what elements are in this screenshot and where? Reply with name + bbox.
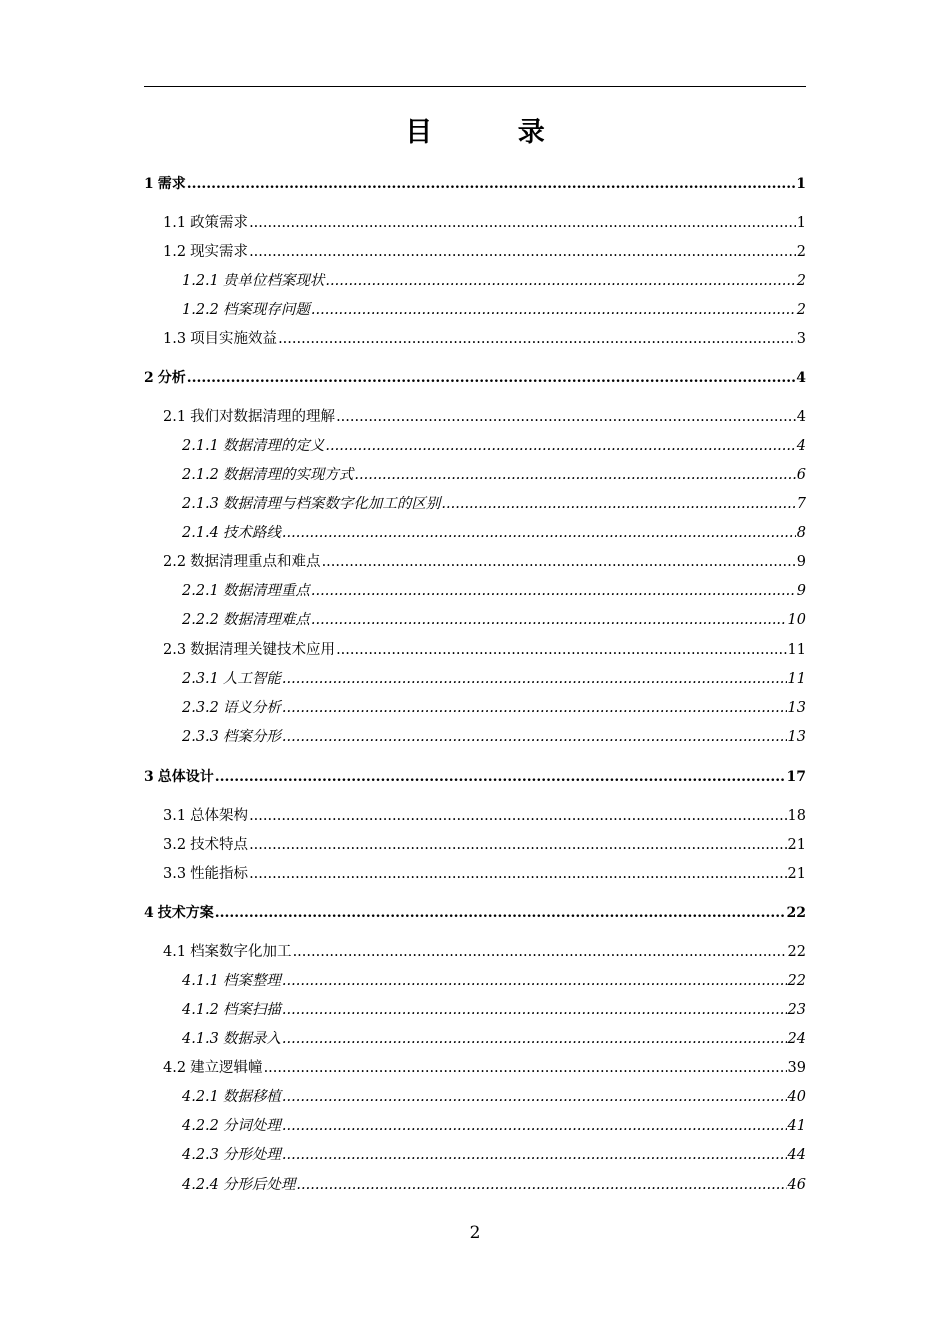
toc-entry-label: 我们对数据清理的理解 xyxy=(190,409,336,425)
toc-entry-number: 4 xyxy=(144,905,154,921)
toc-entry-text xyxy=(182,1086,281,1108)
dot-leader xyxy=(278,328,796,350)
dot-leader xyxy=(311,580,796,602)
toc-entry-text xyxy=(182,697,281,719)
toc-entry-page: 4 xyxy=(796,438,806,454)
toc-entry-4-1[interactable] xyxy=(144,941,806,963)
toc-entry-number: 2.2 xyxy=(163,554,187,570)
toc-entry-2-3-1[interactable] xyxy=(144,668,806,690)
toc-entry-text xyxy=(163,639,335,661)
toc-entry-label: 项目实施效益 xyxy=(190,331,278,347)
toc-entry-number: 2.3.2 xyxy=(182,700,219,716)
dot-leader xyxy=(264,1057,787,1079)
toc-entry-page: 22 xyxy=(787,944,806,960)
toc-entry-page: 3 xyxy=(796,331,806,347)
toc-entry-number: 2.1.3 xyxy=(182,496,219,512)
toc-entry-page: 13 xyxy=(787,700,806,716)
toc-entry-label: 分形处理 xyxy=(222,1147,281,1163)
toc-entry-text xyxy=(182,1028,281,1050)
toc-entry-number: 4.2.3 xyxy=(182,1147,219,1163)
toc-entry-page: 39 xyxy=(787,1060,806,1076)
toc-entry-text xyxy=(182,1174,295,1196)
toc-entry-label: 人工智能 xyxy=(222,671,281,687)
dot-leader xyxy=(311,299,796,321)
toc-entry-label: 总体架构 xyxy=(190,808,249,824)
dot-leader xyxy=(325,435,795,457)
toc-entry-4-1-3[interactable] xyxy=(144,1028,806,1050)
page-number: 2 xyxy=(469,1223,481,1243)
toc-entry-number: 4.1 xyxy=(163,944,187,960)
toc-entry-number: 4.1.1 xyxy=(182,973,219,989)
dot-leader xyxy=(249,212,796,234)
toc-entry-1[interactable] xyxy=(144,173,806,195)
toc-entry-number: 2.2.2 xyxy=(182,612,219,628)
toc-entry-3-3[interactable] xyxy=(144,863,806,885)
toc-entry-1-2[interactable] xyxy=(144,241,806,263)
toc-entry-page: 18 xyxy=(787,808,806,824)
toc-entry-label: 档案整理 xyxy=(222,973,281,989)
toc-entry-label: 数据清理重点 xyxy=(222,583,310,599)
toc-entry-text xyxy=(163,941,292,963)
toc-entry-label: 数据清理重点和难点 xyxy=(190,554,321,570)
toc-entry-number: 2 xyxy=(144,370,154,386)
toc-entry-label: 贵单位档案现状 xyxy=(222,273,325,289)
dot-leader xyxy=(282,668,787,690)
toc-entry-2-3[interactable] xyxy=(144,639,806,661)
toc-title: 目 录 xyxy=(405,117,583,148)
toc-entry-label: 档案分形 xyxy=(222,729,281,745)
toc-entry-label: 数据录入 xyxy=(222,1031,281,1047)
dot-leader xyxy=(249,805,786,827)
toc-entry-label: 建立逻辑幢 xyxy=(190,1060,263,1076)
toc-entry-page: 10 xyxy=(787,612,806,628)
toc-entry-page: 23 xyxy=(787,1002,806,1018)
toc-entry-label: 技术方案 xyxy=(157,905,214,921)
toc-entry-number: 4.2.4 xyxy=(182,1177,219,1193)
toc-entry-number: 2.3.1 xyxy=(182,671,219,687)
toc-entry-page: 1 xyxy=(796,176,806,192)
toc-entry-2-1-1[interactable] xyxy=(144,435,806,457)
toc-entry-label: 技术特点 xyxy=(190,837,249,853)
toc-entry-2-1-3[interactable] xyxy=(144,493,806,515)
toc-entry-4-2[interactable] xyxy=(144,1057,806,1079)
toc-entry-2[interactable] xyxy=(144,367,806,389)
dot-leader xyxy=(282,1115,787,1137)
toc-entry-number: 2.3 xyxy=(163,642,187,658)
toc-entry-page: 1 xyxy=(796,215,806,231)
toc-entry-text xyxy=(163,863,248,885)
toc-entry-text xyxy=(182,299,310,321)
dot-leader xyxy=(336,639,786,661)
dot-leader xyxy=(441,493,795,515)
toc-entry-label: 档案现存问题 xyxy=(222,302,310,318)
toc-entry-2-3-3[interactable] xyxy=(144,726,806,748)
toc-entry-page: 44 xyxy=(787,1147,806,1163)
toc-entry-page: 2 xyxy=(796,273,806,289)
toc-entry-label: 分形后处理 xyxy=(222,1177,296,1193)
toc-entry-number: 1.2.1 xyxy=(182,273,219,289)
dot-leader xyxy=(311,609,787,631)
toc-entry-2-1-2[interactable] xyxy=(144,464,806,486)
toc-entry-page: 40 xyxy=(787,1089,806,1105)
toc-entry-page: 2 xyxy=(796,302,806,318)
toc-entry-label: 技术路线 xyxy=(222,525,281,541)
dot-leader xyxy=(282,1086,787,1108)
toc-entry-4-2-1[interactable] xyxy=(144,1086,806,1108)
toc-entry-page: 22 xyxy=(786,905,806,921)
toc-entry-page: 22 xyxy=(787,973,806,989)
toc-entry-4-1-2[interactable] xyxy=(144,999,806,1021)
toc-entry-text xyxy=(163,834,248,856)
toc-entry-label: 数据清理关键技术应用 xyxy=(190,642,336,658)
toc-entry-3-2[interactable] xyxy=(144,834,806,856)
dot-leader xyxy=(282,522,796,544)
toc-entry-number: 2.1.1 xyxy=(182,438,219,454)
toc-entry-text xyxy=(182,668,281,690)
dot-leader xyxy=(249,863,786,885)
toc-entry-label: 数据移植 xyxy=(222,1089,281,1105)
toc-entry-text xyxy=(182,609,310,631)
toc-entry-text xyxy=(182,464,353,486)
toc-entry-page: 9 xyxy=(796,554,806,570)
toc-entry-text xyxy=(163,212,248,234)
toc-entry-number: 4.2.2 xyxy=(182,1118,219,1134)
toc-entry-2-1[interactable] xyxy=(144,406,806,428)
toc-entry-text xyxy=(182,270,324,292)
toc-entry-number: 1.1 xyxy=(163,215,187,231)
toc-entry-label: 分词处理 xyxy=(222,1118,281,1134)
toc-entry-page: 41 xyxy=(787,1118,806,1134)
toc-entry-page: 17 xyxy=(786,769,806,785)
toc-entry-1-2-1[interactable] xyxy=(144,270,806,292)
toc-entry-page: 7 xyxy=(796,496,806,512)
toc-entry-page: 9 xyxy=(796,583,806,599)
dot-leader xyxy=(282,697,787,719)
toc-entry-number: 3.2 xyxy=(163,837,187,853)
toc-entry-text xyxy=(144,902,214,924)
toc-entry-page: 4 xyxy=(796,409,806,425)
toc-entry-number: 2.1.4 xyxy=(182,525,219,541)
toc-entry-label: 性能指标 xyxy=(190,866,249,882)
toc-entry-page: 13 xyxy=(787,729,806,745)
toc-entry-4-2-4[interactable] xyxy=(144,1174,806,1196)
toc-entry-number: 1.2.2 xyxy=(182,302,219,318)
toc-entry-number: 3 xyxy=(144,769,154,785)
toc-entry-text xyxy=(182,726,281,748)
toc-entry-number: 1.2 xyxy=(163,244,187,260)
toc-entry-page: 11 xyxy=(787,642,806,658)
dot-leader xyxy=(282,970,787,992)
toc-entry-number: 4.1.2 xyxy=(182,1002,219,1018)
dot-leader xyxy=(282,1028,787,1050)
dot-leader xyxy=(296,1174,786,1196)
toc-entry-number: 4.1.3 xyxy=(182,1031,219,1047)
toc-entry-page: 21 xyxy=(787,837,806,853)
toc-entry-page: 21 xyxy=(787,866,806,882)
dot-leader xyxy=(187,367,796,389)
toc-entry-text xyxy=(144,766,214,788)
toc-entry-label: 政策需求 xyxy=(190,215,249,231)
toc-entry-text xyxy=(163,1057,263,1079)
toc-entry-label: 分析 xyxy=(157,370,186,386)
toc-entry-4-2-2[interactable] xyxy=(144,1115,806,1137)
dot-leader xyxy=(322,551,796,573)
toc-entry-text xyxy=(182,522,281,544)
toc-entry-label: 数据清理难点 xyxy=(222,612,310,628)
toc-entry-text xyxy=(182,970,281,992)
toc-entry-number: 1.3 xyxy=(163,331,187,347)
toc-entry-1-3[interactable] xyxy=(144,328,806,350)
toc-entry-1-2-2[interactable] xyxy=(144,299,806,321)
dot-leader xyxy=(187,173,796,195)
toc-entry-text xyxy=(144,173,186,195)
toc-entry-text xyxy=(163,551,321,573)
toc-entry-text xyxy=(182,1144,281,1166)
toc-entry-2-3-2[interactable] xyxy=(144,697,806,719)
toc-entry-page: 46 xyxy=(787,1177,806,1193)
toc-entry-text xyxy=(163,406,335,428)
toc-entry-page: 4 xyxy=(796,370,806,386)
dot-leader xyxy=(282,726,787,748)
toc-entry-label: 数据清理的定义 xyxy=(222,438,325,454)
toc-entry-number: 3.3 xyxy=(163,866,187,882)
toc-entry-label: 档案数字化加工 xyxy=(190,944,292,960)
toc-entry-number: 2.1 xyxy=(163,409,187,425)
dot-leader xyxy=(282,999,787,1021)
toc-entry-text xyxy=(182,435,324,457)
toc-entry-4-2-3[interactable] xyxy=(144,1144,806,1166)
toc-entry-page: 6 xyxy=(796,467,806,483)
dot-leader xyxy=(325,270,795,292)
toc-entry-text xyxy=(182,580,310,602)
toc-entry-number: 3.1 xyxy=(163,808,187,824)
dot-leader xyxy=(336,406,796,428)
toc-entry-text xyxy=(144,367,186,389)
toc-entry-label: 语义分析 xyxy=(222,700,281,716)
toc-entry-number: 2.3.3 xyxy=(182,729,219,745)
toc-entry-text xyxy=(163,328,277,350)
toc-entry-page: 24 xyxy=(787,1031,806,1047)
toc-entry-page: 8 xyxy=(796,525,806,541)
toc-entry-number: 1 xyxy=(144,176,154,192)
toc-entry-text xyxy=(163,805,248,827)
toc-entry-number: 4.2 xyxy=(163,1060,187,1076)
toc-entry-3-1[interactable] xyxy=(144,805,806,827)
toc-entry-2-1-4[interactable] xyxy=(144,522,806,544)
toc-entry-text xyxy=(182,999,281,1021)
toc-entry-page: 11 xyxy=(787,671,806,687)
toc-entry-page: 2 xyxy=(796,244,806,260)
toc-entry-label: 现实需求 xyxy=(190,244,249,260)
toc-entry-4-1-1[interactable] xyxy=(144,970,806,992)
toc-entry-number: 4.2.1 xyxy=(182,1089,219,1105)
toc-entry-4[interactable] xyxy=(144,902,806,924)
toc-entry-2-2-2[interactable] xyxy=(144,609,806,631)
dot-leader xyxy=(354,464,795,486)
toc-entry-label: 需求 xyxy=(157,176,186,192)
toc-entry-label: 数据清理与档案数字化加工的区别 xyxy=(222,496,441,512)
toc-entry-text xyxy=(163,241,248,263)
toc-entry-2-2-1[interactable] xyxy=(144,580,806,602)
toc-entry-1-1[interactable] xyxy=(144,212,806,234)
toc-entry-2-2[interactable] xyxy=(144,551,806,573)
toc-entry-number: 2.1.2 xyxy=(182,467,219,483)
dot-leader xyxy=(249,241,796,263)
toc-entry-label: 档案扫描 xyxy=(222,1002,281,1018)
dot-leader xyxy=(215,766,786,788)
toc-entry-text xyxy=(182,1115,281,1137)
toc-entry-label: 数据清理的实现方式 xyxy=(222,467,354,483)
toc-entry-text xyxy=(182,493,440,515)
toc-entry-number: 2.2.1 xyxy=(182,583,219,599)
toc-entry-3[interactable] xyxy=(144,766,806,788)
header-rule xyxy=(144,86,806,87)
toc-entry-label: 总体设计 xyxy=(157,769,214,785)
dot-leader xyxy=(249,834,786,856)
dot-leader xyxy=(293,941,787,963)
dot-leader xyxy=(282,1144,787,1166)
dot-leader xyxy=(215,902,786,924)
